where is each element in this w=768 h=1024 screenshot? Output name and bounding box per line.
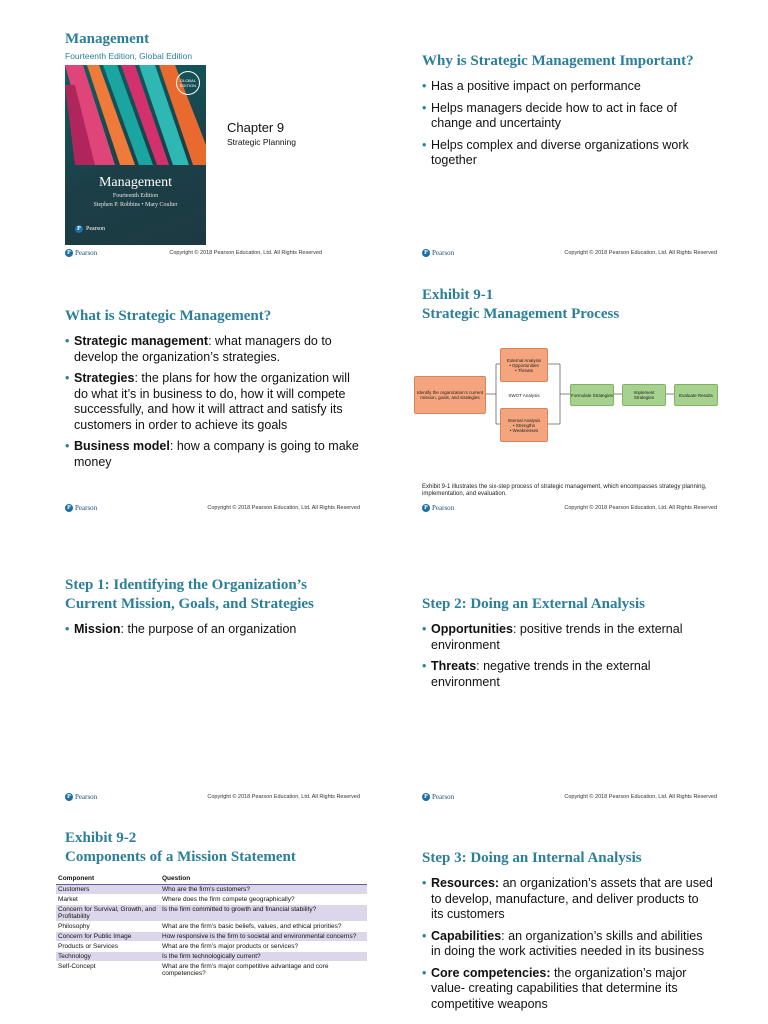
- step1-title-line2: Current Mission, Goals, and Strategies: [65, 596, 314, 612]
- table-header-row: Component Question: [56, 873, 367, 885]
- book-edition: Fourteenth Edition, Global Edition: [65, 51, 193, 61]
- mission-components-table: [56, 873, 367, 979]
- exhibit-caption: Exhibit 9-1 illustrates the six-step process of strategic management, which encompasses strategy planning, implementation, and evaluation.: [422, 484, 707, 497]
- pearson-logo-icon: P: [422, 249, 430, 257]
- step-implement: Implement Strategies: [622, 384, 666, 406]
- step1-title-line1: Step 1: Identifying the Organization’s: [65, 577, 307, 593]
- list-item: • Threats: negative trends in the external environment: [422, 659, 707, 690]
- step2-title: Step 2: Doing an External Analysis: [422, 596, 645, 612]
- table-row: Concern for Survival, Growth, and Profitability Is the firm committed to growth and financial stability?: [56, 905, 367, 922]
- list-item: • Strategies: the plans for how the organization will do what it’s in business to do, how it will compete successfully, and how it will attract and satisfy its customers in order to achieve its goals: [65, 371, 360, 433]
- exhibit-number: Exhibit 9-1: [422, 287, 494, 303]
- slide-footer: P Pearson Copyright © 2018 Pearson Education, Ltd. All Rights Reserved: [65, 249, 360, 259]
- bullet-list: [422, 79, 712, 175]
- table-row: Self-Concept What are the firm’s major competitive advantage and core competencies?: [56, 962, 367, 979]
- book-cover: [65, 65, 206, 245]
- list-item: • Opportunities: positive trends in the external environment: [422, 622, 707, 653]
- step-identify: Identify the organization’s current mission, goals, and strategies: [414, 376, 486, 414]
- step-formulate: Formulate Strategies: [570, 384, 614, 406]
- cover-title: Management: [98, 175, 173, 190]
- slide-footer: P Pearson Copyright © 2018 Pearson Education, Ltd. All Rights Reserved: [422, 249, 717, 259]
- table-row: Concern for Public Image How responsive is the firm to societal and environmental concerns?: [56, 932, 367, 942]
- table-row: Customers Who are the firm’s customers?: [56, 885, 367, 895]
- step-evaluate: Evaluate Results: [674, 384, 718, 406]
- step3-title: Step 3: Doing an Internal Analysis: [422, 850, 642, 866]
- pearson-logo-icon: P: [422, 793, 430, 801]
- exhibit-title: Components of a Mission Statement: [65, 849, 296, 865]
- table-row: Products or Services What are the firm’s major products or services?: [56, 942, 367, 952]
- step-external-analysis: External Analysis • Opportunities • Threats: [500, 348, 548, 382]
- slide-footer: P Pearson Copyright © 2018 Pearson Education, Ltd. All Rights Reserved: [65, 504, 360, 514]
- list-item: • Helps managers decide how to act in face of change and uncertainty: [422, 101, 712, 132]
- bullet-list: [422, 876, 714, 1018]
- slide-footer: P Pearson Copyright © 2018 Pearson Education, Ltd. All Rights Reserved: [65, 793, 360, 803]
- list-item: • Resources: an organization’s assets that are used to develop, manufacture, and deliver products to its customers: [422, 876, 714, 923]
- exhibit-title: Strategic Management Process: [422, 306, 620, 322]
- global-edition-badge: GLOBAL EDITION: [176, 71, 200, 95]
- list-item: • Core competencies: the organization’s major value- creating capabilities that determine its competitive weapons: [422, 966, 714, 1013]
- chapter-number: Chapter 9: [227, 120, 285, 135]
- table-row: Market Where does the firm compete geographically?: [56, 895, 367, 905]
- list-item: • Capabilities: an organization’s skills and abilities in doing the work activities needed in its business: [422, 929, 714, 960]
- list-item: • Strategic management: what managers do to develop the organization’s strategies.: [65, 334, 360, 365]
- slide-title-why: Why is Strategic Management Important?: [422, 53, 694, 69]
- bullet-list: [65, 622, 365, 644]
- slide-title-what: What is Strategic Management?: [65, 308, 272, 324]
- pearson-logo-icon: P: [75, 225, 83, 233]
- exhibit-number: Exhibit 9-2: [65, 830, 137, 846]
- swot-analysis: SWOT Analysis: [500, 387, 548, 403]
- cover-authors: Stephen P. Robbins • Mary Coulter: [93, 202, 178, 208]
- list-item: • Has a positive impact on performance: [422, 79, 712, 95]
- table-row: Philosophy What are the firm’s basic beliefs, values, and ethical priorities?: [56, 922, 367, 932]
- cover-edition: Fourteenth Edition: [112, 193, 159, 199]
- table-row: Technology Is the firm technologically current?: [56, 952, 367, 962]
- pearson-logo-icon: P: [65, 249, 73, 257]
- list-item: • Mission: the purpose of an organization: [65, 622, 365, 638]
- pearson-logo-icon: P: [65, 504, 73, 512]
- slide-footer: P Pearson Copyright © 2018 Pearson Education, Ltd. All Rights Reserved: [422, 793, 717, 803]
- strategic-process-diagram: [414, 344, 724, 444]
- bullet-list: [65, 334, 360, 476]
- slide-footer: P Pearson Copyright © 2018 Pearson Education, Ltd. All Rights Reserved: [422, 504, 717, 514]
- book-title: Management: [65, 31, 150, 47]
- cover-publisher: P Pearson: [75, 225, 105, 233]
- list-item: • Business model: how a company is going to make money: [65, 439, 360, 470]
- step-internal-analysis: Internal Analysis • Strengths • Weaknesses: [500, 408, 548, 442]
- pearson-logo-icon: P: [65, 793, 73, 801]
- pearson-logo-icon: P: [422, 504, 430, 512]
- list-item: • Helps complex and diverse organizations work together: [422, 138, 712, 169]
- chapter-title: Strategic Planning: [227, 137, 296, 147]
- bullet-list: [422, 622, 707, 696]
